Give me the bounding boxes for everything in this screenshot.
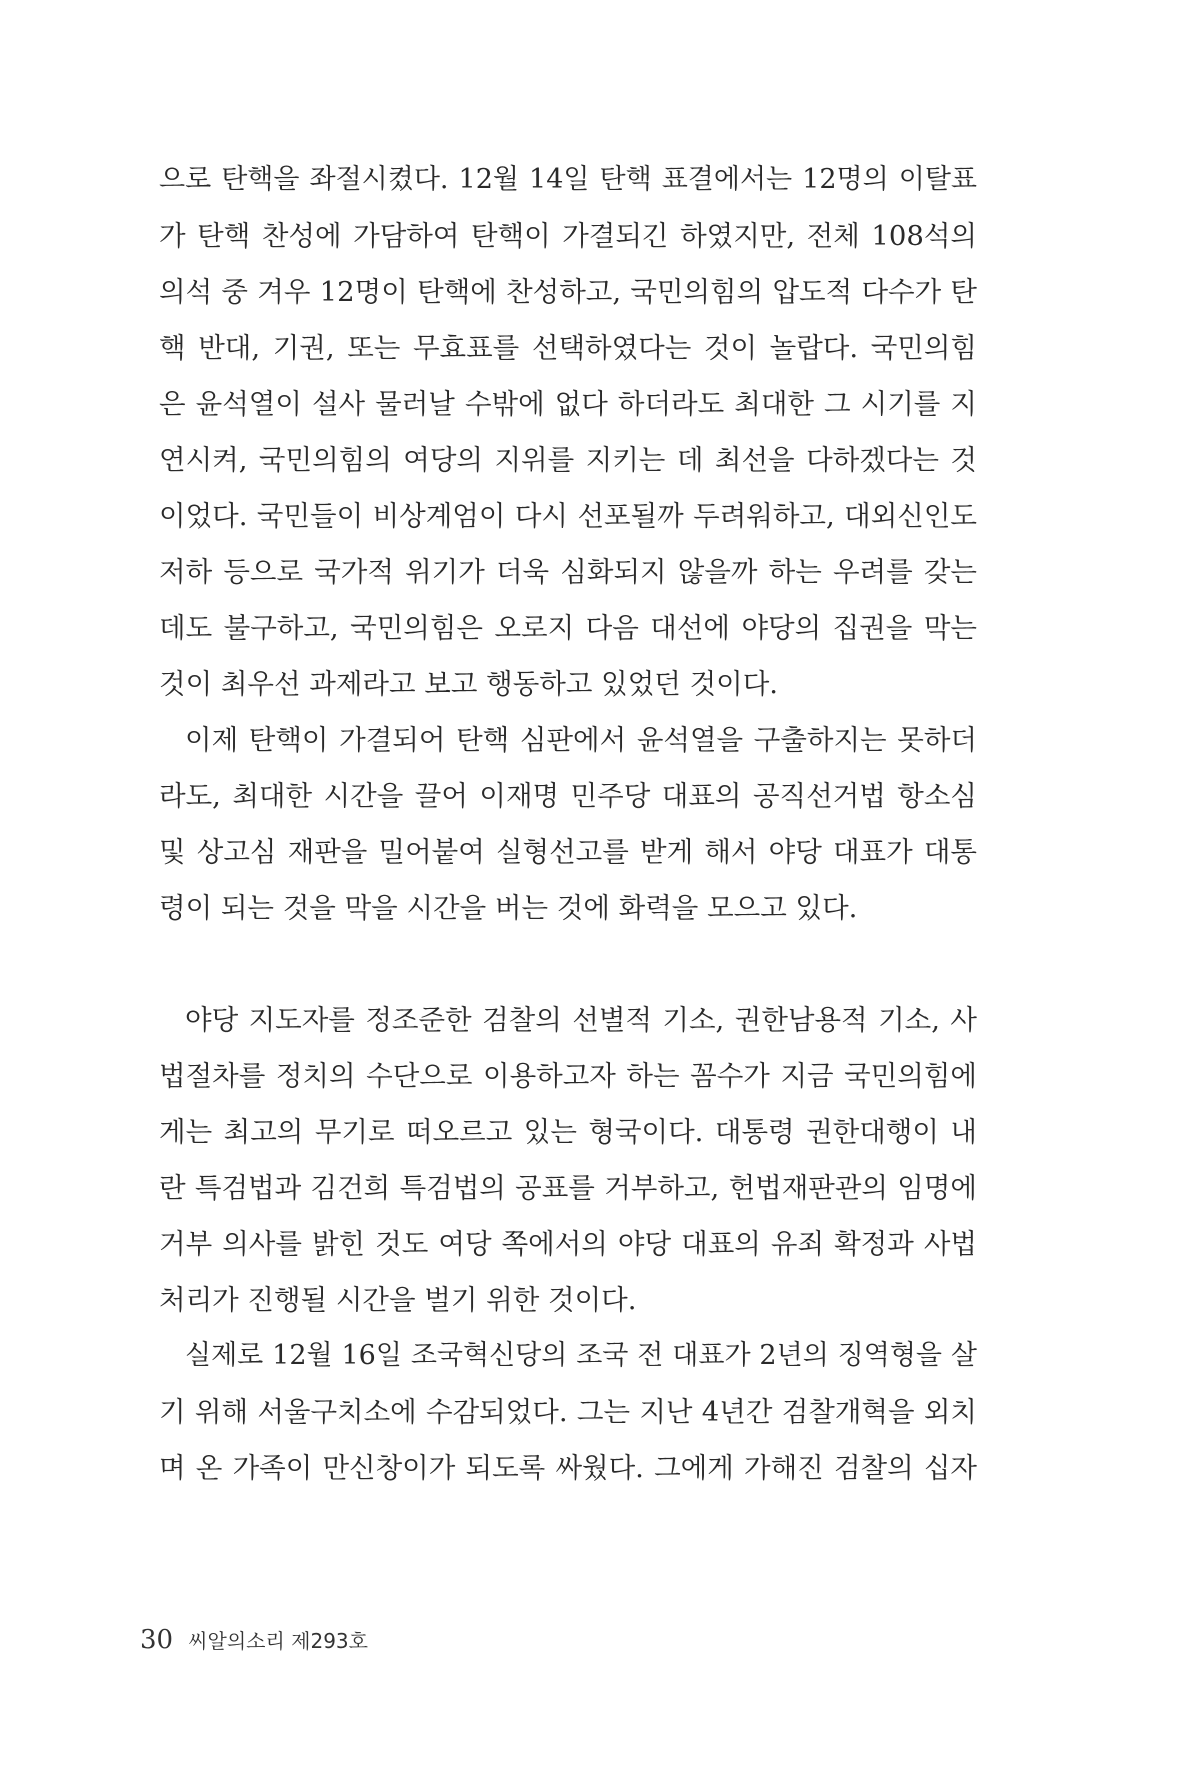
paragraph-line: 으로 탄핵을 좌절시켰다. 12월 14일 탄핵 표결에서는 12명의 이탈표 [159,164,977,195]
paragraph-line: 령이 되는 것을 막을 시간을 버는 것에 화력을 모으고 있다. [159,892,858,924]
page-footer [140,1620,368,1660]
publication-title: 씨알의소리 제293호 [188,1629,368,1653]
paragraph-line: 기 위해 서울구치소에 수감되었다. 그는 지난 4년간 검찰개혁을 외치 [159,1396,977,1428]
paragraph-line: 것이 최우선 과제라고 보고 행동하고 있었던 것이다. [159,668,779,700]
paragraph-line: 야당 지도자를 정조준한 검찰의 선별적 기소, 권한남용적 기소, 사 [185,1004,977,1036]
paragraph-line: 게는 최고의 무기로 떠오르고 있는 형국이다. 대통령 권한대행이 내 [159,1116,977,1148]
paragraph-line: 법절차를 정치의 수단으로 이용하고자 하는 꼼수가 지금 국민의힘에 [159,1060,977,1092]
paragraph-line: 의석 중 겨우 12명이 탄핵에 찬성하고, 국민의힘의 압도적 다수가 탄 [159,276,977,308]
paragraph-line: 데도 불구하고, 국민의힘은 오로지 다음 대선에 야당의 집권을 막는 [159,612,977,644]
paragraph-line: 라도, 최대한 시간을 끌어 이재명 민주당 대표의 공직선거법 항소심 [159,780,977,812]
paragraph-line: 이었다. 국민들이 비상계엄이 다시 선포될까 두려워하고, 대외신인도 [159,500,977,532]
paragraph-line: 며 온 가족이 만신창이가 되도록 싸웠다. 그에게 가해진 검찰의 십자 [159,1452,977,1484]
paragraph-line: 실제로 12월 16일 조국혁신당의 조국 전 대표가 2년의 징역형을 살 [185,1340,977,1371]
paragraph-line: 이제 탄핵이 가결되어 탄핵 심판에서 윤석열을 구출하지는 못하더 [185,724,977,756]
page-number: 30 [140,1625,174,1655]
paragraph-line: 거부 의사를 밝힌 것도 여당 쪽에서의 야당 대표의 유죄 확정과 사법 [159,1228,977,1260]
paragraph-line: 은 윤석열이 설사 물러날 수밖에 없다 하더라도 최대한 그 시기를 지 [159,388,977,420]
paragraph-line: 연시켜, 국민의힘의 여당의 지위를 지키는 데 최선을 다하겠다는 것 [159,444,977,476]
paragraph-line: 저하 등으로 국가적 위기가 더욱 심화되지 않을까 하는 우려를 갖는 [159,556,977,588]
paragraph-line: 핵 반대, 기권, 또는 무효표를 선택하였다는 것이 놀랍다. 국민의힘 [159,332,977,364]
paragraph-line: 란 특검법과 김건희 특검법의 공표를 거부하고, 헌법재판관의 임명에 [159,1172,977,1204]
paragraph-line: 처리가 진행될 시간을 벌기 위한 것이다. [159,1284,637,1316]
paragraph-line: 및 상고심 재판을 밀어붙여 실형선고를 받게 해서 야당 대표가 대통 [159,836,977,868]
paragraph-line: 가 탄핵 찬성에 가담하여 탄핵이 가결되긴 하였지만, 전체 108석의 [159,220,977,252]
